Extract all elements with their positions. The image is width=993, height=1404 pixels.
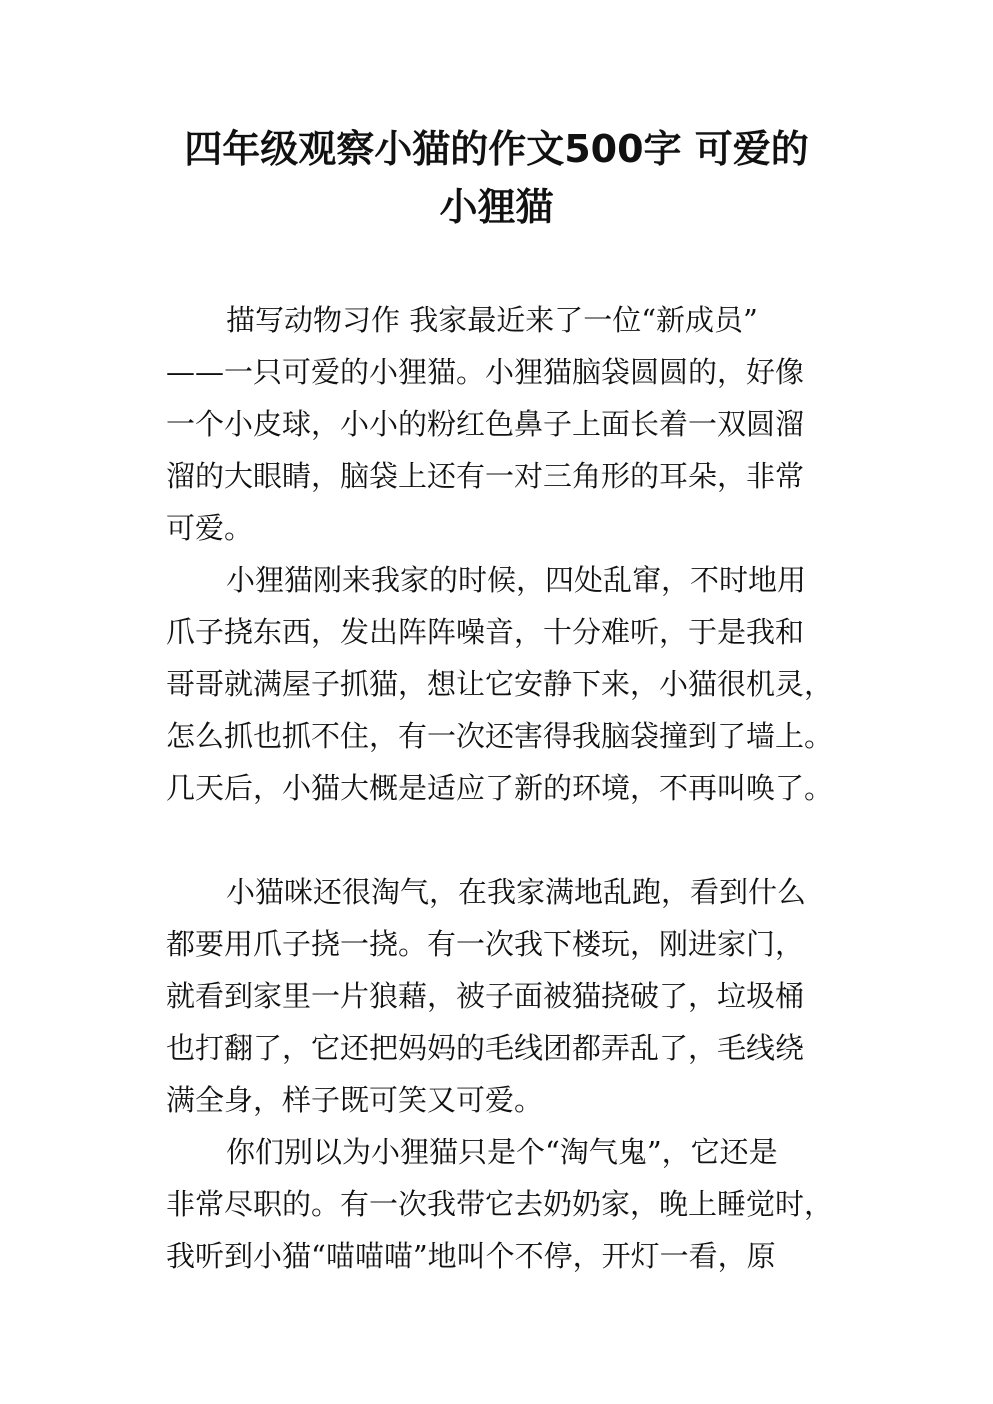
title-line-2: 小狸猫 [439,185,554,229]
paragraph-3-line-1: 小猫咪还很淘气，在我家满地乱跑，看到什么 [226,875,807,909]
title-line-1: 四年级观察小猫的作文500字 可爱的 [184,127,809,171]
paragraph-3-line-3: 就看到家里一片狼藉，被子面被猫挠破了，垃圾桶 [166,979,805,1013]
paragraph-2-line-4: 怎么抓也抓不住，有一次还害得我脑袋撞到了墙上。 [166,719,834,753]
paragraph-1-line-3: 一个小皮球，小小的粉红色鼻子上面长着一双圆溜 [166,407,805,441]
paragraph-3-line-2: 都要用爪子挠一挠。有一次我下楼玩，刚进家门， [166,927,805,961]
paragraph-1-line-2: ——一只可爱的小狸猫。小狸猫脑袋圆圆的，好像 [166,355,805,389]
paragraph-3-line-5: 满全身，样子既可笑又可爱。 [166,1083,544,1117]
paragraph-2-line-3: 哥哥就满屋子抓猫，想让它安静下来，小猫很机灵， [166,667,834,701]
paragraph-2-line-1: 小狸猫刚来我家的时候，四处乱窜，不时地用 [226,563,807,597]
paragraph-1-line-1: 描写动物习作 我家最近来了一位“新成员” [226,303,758,337]
paragraph-4-line-3: 我听到小猫“喵喵喵”地叫个不停，开灯一看，原 [166,1239,776,1273]
paragraph-4-line-1: 你们别以为小狸猫只是个“淘气鬼”，它还是 [226,1135,778,1169]
paragraph-1-line-5: 可爱。 [166,511,254,545]
paragraph-2-line-5: 几天后，小猫大概是适应了新的环境，不再叫唤了。 [166,771,834,805]
paragraph-4-line-2: 非常尽职的。有一次我带它去奶奶家，晚上睡觉时， [166,1187,834,1221]
document-title [120,120,873,236]
paragraph-2-line-2: 爪子挠东西，发出阵阵噪音，十分难听，于是我和 [166,615,805,649]
paragraph-1-line-4: 溜的大眼睛，脑袋上还有一对三角形的耳朵，非常 [166,459,805,493]
paragraph-3-line-4: 也打翻了，它还把妈妈的毛线团都弄乱了，毛线绕 [166,1031,805,1065]
